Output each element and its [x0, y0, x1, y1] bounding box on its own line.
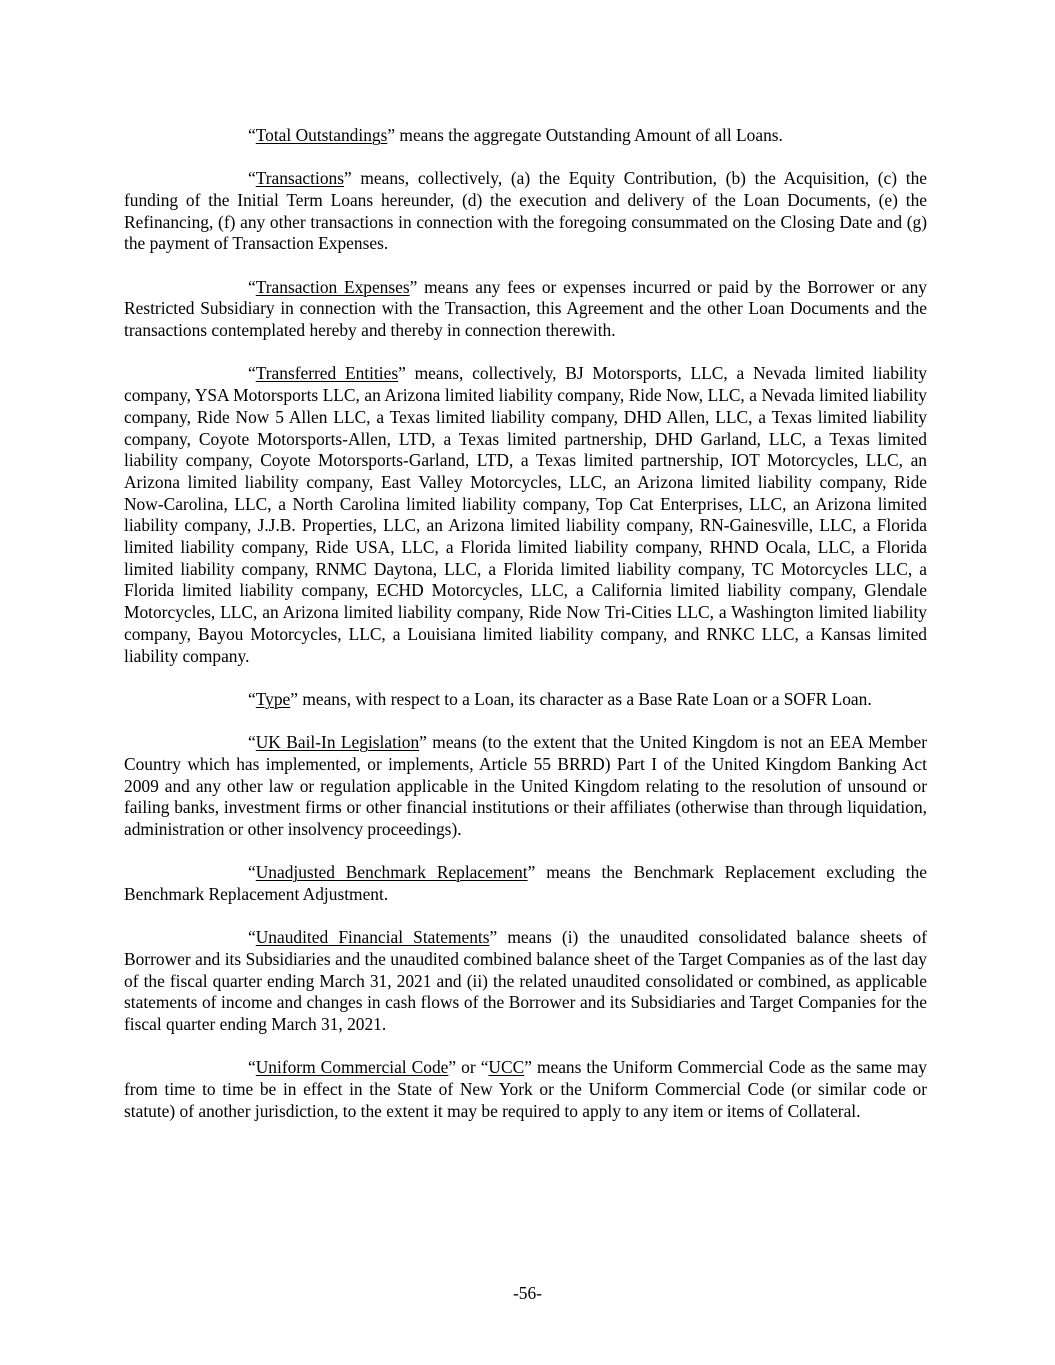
defined-term: Transactions: [255, 168, 344, 189]
defined-term: Unadjusted Benchmark Replacement: [255, 862, 528, 883]
definition-unadjusted-benchmark-replacement: “Unadjusted Benchmark Replacement” means the Benchmark Replacement excluding the Benchmark Replacement Adjustment.: [124, 862, 927, 904]
definition-transactions: “Transactions” means, collectively, (a) the Equity Contribution, (b) the Acquisition, (c) the funding of the Initial Term Loans hereunder, (d) the execution and delivery of the Loan Documents, (e) the Refinancing, (f) any other transactions in connection with the foregoing consummated on the Closing Date and (g) the payment of Transaction Expenses.: [124, 168, 927, 254]
defined-term: Transaction Expenses: [255, 276, 410, 297]
definition-unaudited-financial-statements: “Unaudited Financial Statements” means (i) the unaudited consolidated balance sheets of Borrower and its Subsidiaries and the unaudited combined balance sheet of the Target Companies as of the last day of the fiscal quarter ending March 31, 2021 and (ii) the related unaudited consolidated or combined, as applicable statements of income and changes in cash flows of the Borrower and its Subsidiaries and Target Companies for the fiscal quarter ending March 31, 2021.: [124, 927, 927, 1035]
definition-transferred-entities: “Transferred Entities” means, collectively, BJ Motorsports, LLC, a Nevada limited liability company, YSA Motorsports LLC, an Arizona limited liability company, Ride Now, LLC, a Nevada limited liability company, Ride Now 5 Allen LLC, a Texas limited liability company, DHD Allen, LLC, a Texas limited liability company, Coyote Motorsports-Allen, LTD, a Texas limited partnership, DHD Garland, LLC, a Texas limited liability company, Coyote Motorsports-Garland, LTD, a Texas limited partnership, IOT Motorcycles, LLC, an Arizona limited liability company, East Valley Motorcycles, LLC, an Arizona limited liability company, Ride Now-Carolina, LLC, a North Carolina limited liability company, Top Cat Enterprises, LLC, an Arizona limited liability company, J.J.B. Properties, LLC, an Arizona limited liability company, RN-Gainesville, LLC, a Florida limited liability company, Ride USA, LLC, a Florida limited liability company, RHND Ocala, LLC, a Florida limited liability company, RNMC Daytona, LLC, a Florida limited liability company, TC Motorcycles LLC, a Florida limited liability company, ECHD Motorcycles, LLC, a California limited liability company, Glendale Motorcycles, LLC, an Arizona limited liability company, Ride Now Tri-Cities LLC, a Washington limited liability company, Bayou Motorcycles, LLC, a Louisiana limited liability company, and RNKC LLC, a Kansas limited liability company.: [124, 363, 927, 666]
definition-text: ” means (i) the unaudited consolidated balance sheets of Borrower and its Subsidiaries and the unaudited combined balance sheet of the Target Companies as of the last day of the fiscal quarter ending March 31, 2021 and (ii) the related unaudited consolidated or combined, as applicable statements of income and changes in cash flows of the Borrower and its Subsidiaries and Target Companies for the fiscal quarter ending March 31, 2021.: [124, 927, 927, 1035]
definition-uk-bail-in-legislation: “UK Bail-In Legislation” means (to the extent that the United Kingdom is not an EEA Member Country which has implemented, or implements, Article 55 BRRD) Part I of the United Kingdom Banking Act 2009 and any other law or regulation applicable in the United Kingdom relating to the resolution of unsound or failing banks, investment firms or other financial institutions or their affiliates (otherwise than through liquidation, administration or other insolvency proceedings).: [124, 732, 927, 839]
defined-term-abbreviation: UCC: [488, 1057, 525, 1078]
defined-term: UK Bail-In Legislation: [255, 732, 420, 753]
definition-text: ” means any fees or expenses incurred or paid by the Borrower or any Restricted Subsidiary in connection with the Transaction, this Agreement and the other Loan Documents and the transactions contemplated hereby and thereby in connection therewith.: [124, 276, 927, 341]
definition-text: ” means the Benchmark Replacement excluding the Benchmark Replacement Adjustment.: [124, 862, 927, 904]
definition-total-outstandings: “Total Outstandings” means the aggregate Outstanding Amount of all Loans.: [248, 125, 783, 145]
definition-text: ” means, with respect to a Loan, its character as a Base Rate Loan or a SOFR Loan.: [290, 688, 872, 709]
definition-text: ” means, collectively, (a) the Equity Contribution, (b) the Acquisition, (c) the funding of the Initial Term Loans hereunder, (d) the execution and delivery of the Loan Documents, (e) the Refinancing, (f) any other transactions in connection with the foregoing consummated on the Closing Date and (g) the payment of Transaction Expenses.: [124, 168, 927, 254]
definition-uniform-commercial-code: “Uniform Commercial Code” or “UCC” means the Uniform Commercial Code as the same may from time to time be in effect in the State of New York or the Uniform Commercial Code (or similar code or statute) of another jurisdiction, to the extent it may be required to apply to any item or items of Collateral.: [124, 1057, 927, 1121]
defined-term: Unaudited Financial Statements: [255, 927, 490, 948]
definition-text: ” means the Uniform Commercial Code as the same may from time to time be in effect in the State of New York or the Uniform Commercial Code (or similar code or statute) of another jurisdiction, to the extent it may be required to apply to any item or items of Collateral.: [124, 1057, 927, 1121]
term-connector: ” or “: [448, 1057, 489, 1078]
definitions-list: [124, 125, 927, 1144]
definition-type: “Type” means, with respect to a Loan, its character as a Base Rate Loan or a SOFR Loan.: [248, 688, 872, 709]
defined-term: Uniform Commercial Code: [255, 1057, 449, 1078]
defined-term: Total Outstandings: [255, 125, 388, 145]
defined-term: Transferred Entities: [255, 363, 399, 384]
defined-term: Type: [255, 688, 291, 709]
definition-text: ” means, collectively, BJ Motorsports, LLC, a Nevada limited liability company, YSA Motorsports LLC, an Arizona limited liability company, Ride Now, LLC, a Nevada limited liability company, Ride Now 5 Allen LLC, a Texas limited liability company, DHD Allen, LLC, a Texas limited liability company, Coyote Motorsports-Allen, LTD, a Texas limited partnership, DHD Garland, LLC, a Texas limited liability company, Coyote Motorsports-Garland, LTD, a Texas limited partnership, IOT Motorcycles, LLC, an Arizona limited liability company, East Valley Motorcycles, LLC, an Arizona limited liability company, Ride Now-Carolina, LLC, a North Carolina limited liability company, Top Cat Enterprises, LLC, an Arizona limited liability company, J.J.B. Properties, LLC, an Arizona limited liability company, RN-Gainesville, LLC, a Florida limited liability company, Ride USA, LLC, a Florida limited liability company, RHND Ocala, LLC, a Florida limited liability company, RNMC Daytona, LLC, a Florida limited liability company, TC Motorcycles LLC, a Florida limited liability company, ECHD Motorcycles, LLC, a California limited liability company, Glendale Motorcycles, LLC, an Arizona limited liability company, Ride Now Tri-Cities LLC, a Washington limited liability company, Bayou Motorcycles, LLC, a Louisiana limited liability company, and RNKC LLC, a Kansas limited liability company.: [124, 363, 927, 666]
definition-text: ” means the aggregate Outstanding Amount of all Loans.: [387, 125, 783, 145]
page-number: -56-: [513, 1283, 542, 1303]
definition-text: ” means (to the extent that the United Kingdom is not an EEA Member Country which has implemented, or implements, Article 55 BRRD) Part I of the United Kingdom Banking Act 2009 and any other law or regulation applicable in the United Kingdom relating to the resolution of unsound or failing banks, investment firms or other financial institutions or their affiliates (otherwise than through liquidation, administration or other insolvency proceedings).: [124, 732, 927, 839]
definition-transaction-expenses: “Transaction Expenses” means any fees or expenses incurred or paid by the Borrower or any Restricted Subsidiary in connection with the Transaction, this Agreement and the other Loan Documents and the transactions contemplated hereby and thereby in connection therewith.: [124, 276, 927, 341]
